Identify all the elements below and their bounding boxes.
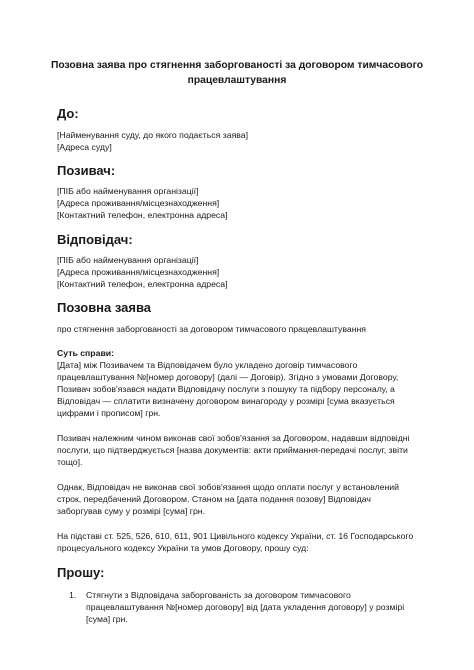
essence-p3-line: Однак, Відповідач не виконав свої зобов'язання щодо оплати послуг у встановлений (57, 482, 400, 492)
plaintiff-address: [Адреса проживання/місцезнаходження] (57, 198, 220, 208)
claim-subtitle: про стягнення заборгованості за договором тимчасового працевлаштування (57, 324, 367, 334)
title-line: працевлаштування (187, 75, 287, 86)
essence-p3-line: заборгував суму у розмірі [сума] грн. (57, 506, 205, 516)
to-court-address: [Адреса суду] (57, 142, 112, 152)
plaintiff-heading: Позивач: (57, 163, 116, 178)
essence-p2-line: послуги, що підтверджується [назва документів: акти приймання-передачі послуг, звіти (57, 445, 408, 455)
document-title (50, 58, 424, 88)
defendant-address: [Адреса проживання/місцезнаходження] (57, 267, 220, 277)
essence-p3-line: строк, передбачений Договором. Станом на [дата подання позову] Відповідач (57, 494, 371, 504)
plaintiff-name: [ПІБ або найменування організації] (57, 186, 199, 196)
title-line: Позовна заява про стягнення заборгованості за договором тимчасового (50, 60, 424, 71)
essence-p4-line: процесуального кодексу України та умов Договору, прошу суд: (57, 543, 309, 553)
plaintiff-contacts: [Контактний телефон, електронна адреса] (57, 210, 228, 220)
essence-p1-line: працевлаштування №[номер договору] (далі — Договір). Згідно з умовами Договору, (57, 372, 399, 382)
request-heading: Прошу: (57, 565, 105, 580)
to-heading: До: (57, 106, 79, 121)
list-item-number: 1. (69, 590, 77, 600)
defendant-contacts: [Контактний телефон, електронна адреса] (57, 279, 228, 289)
request-item-line: працевлаштування №[номер договору] від [дата укладення договору] у розмірі (86, 602, 405, 612)
to-court-name: [Найменування суду, до якого подається заява] (57, 130, 249, 140)
request-item-line: Стягнути з Відповідача заборгованість за договором тимчасового (86, 590, 351, 600)
essence-p2-line: Позивач належним чином виконав свої зобов'язання за Договором, надавши відповідні (57, 433, 410, 443)
claim-heading: Позовна заява (57, 300, 152, 315)
essence-p1-line: Відповідач — сплатити визначену договором винагороду у розмірі [сума вказується (57, 396, 395, 406)
essence-label: Суть справи: (57, 348, 115, 358)
essence-p1-line: цифрами і прописом] грн. (57, 408, 161, 418)
essence-p4-line: На підставі ст. 525, 526, 610, 611, 901 Цивільного кодексу України, ст. 16 Господарського (57, 531, 414, 541)
essence-p1-line: [Дата] між Позивачем та Відповідачем було укладено договір тимчасового (57, 360, 358, 370)
defendant-heading: Відповідач: (57, 232, 133, 247)
request-item-line: [сума] грн. (86, 614, 128, 624)
essence-p1-line: Позивач зобов'язався надати Відповідачу послуги з пошуку та підбору персоналу, а (57, 384, 395, 394)
essence-p2-line: тощо]. (57, 457, 83, 467)
defendant-name: [ПІБ або найменування організації] (57, 255, 199, 265)
